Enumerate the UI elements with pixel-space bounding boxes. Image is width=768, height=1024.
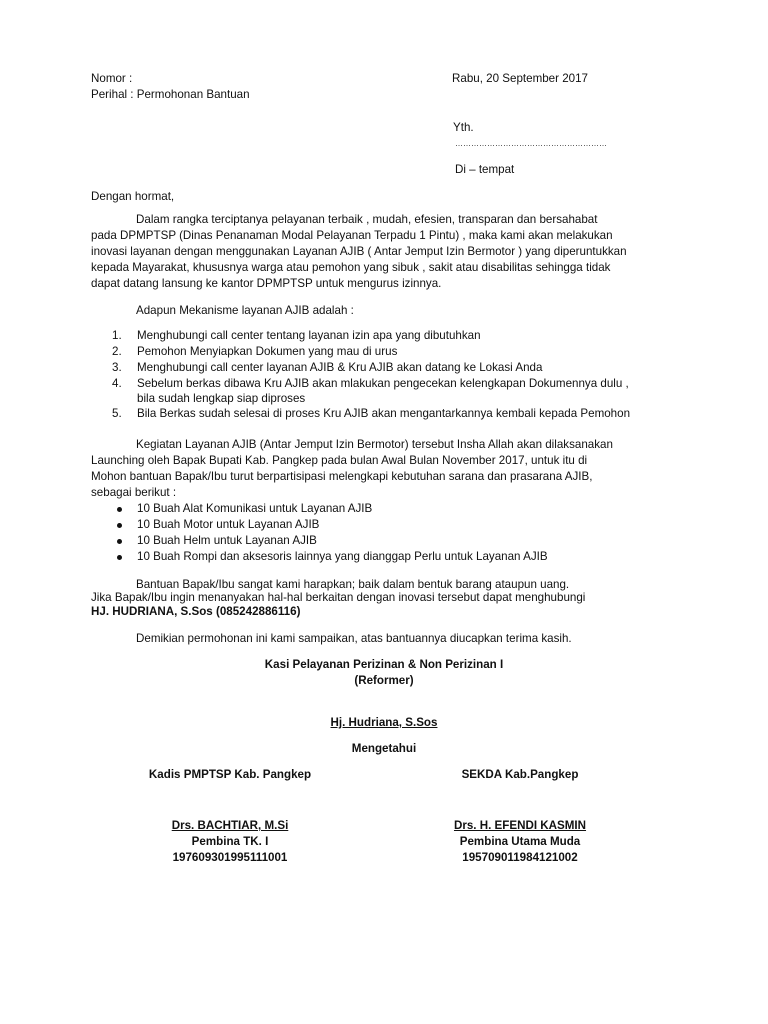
signer-role: (Reformer) [354,674,414,687]
recipient-salutation: Yth. [453,121,474,134]
list-item-number: 2. [112,345,122,358]
list-item-number: 3. [112,361,122,374]
list-item-number: 5. [112,407,122,420]
left-signer-title: Kadis PMPTSP Kab. Pangkep [148,768,312,781]
closing-line: Demikian permohonan ini kami sampaikan, atas bantuannya diucapkan terima kasih. [136,632,572,645]
signer-title: Kasi Pelayanan Perizinan & Non Perizinan I [264,658,504,671]
recipient-placeholder: ………………………………………………… [455,139,607,148]
paragraph-line: Dalam rangka terciptanya pelayanan terbaik , mudah, efesien, transparan dan bersahabat [136,213,598,226]
paragraph-line: sebagai berikut : [91,486,177,499]
greeting: Dengan hormat, [91,190,175,203]
bullet-icon [117,555,122,560]
bullet-icon [117,523,122,528]
recipient-location: Di – tempat [455,163,515,176]
left-signer-nip: 197609301995111001 [172,851,288,864]
acknowledged-label: Mengetahui [351,742,417,755]
paragraph-line: Launching oleh Bapak Bupati Kab. Pangkep pada bulan Awal Bulan November 2017, untuk itu di [91,454,588,467]
left-signer-name: Drs. BACHTIAR, M.Si [171,819,289,832]
paragraph-line: Jika Bapak/Ibu ingin menanyakan hal-hal berkaitan dengan inovasi tersebut dapat menghubungi [91,591,586,604]
right-signer-title: SEKDA Kab.Pangkep [461,768,579,781]
signer-name: Hj. Hudriana, S.Sos [330,716,438,729]
paragraph-line: Bantuan Bapak/Ibu sangat kami harapkan; baik dalam bentuk barang ataupun uang. [136,578,570,591]
paragraph-line: kepada Mayarakat, khususnya warga atau pemohon yang sibuk , sakit atau disabilitas sehingga tidak [91,261,611,274]
list-item-number: 4. [112,377,122,390]
contact-info: HJ. HUDRIANA, S.Sos (085242886116) [91,605,301,618]
paragraph-line: dapat datang lansung ke kantor DPMPTSP untuk mengurus izinnya. [91,277,442,290]
left-signer-rank: Pembina TK. I [191,835,269,848]
list-item-continuation: bila sudah lengkap siap diproses [137,392,306,405]
list-item: 10 Buah Motor untuk Layanan AJIB [137,518,320,531]
list-item: Menghubungi call center layanan AJIB & Kru AJIB akan datang ke Lokasi Anda [137,361,543,374]
mechanism-intro: Adapun Mekanisme layanan AJIB adalah : [136,304,354,317]
letter-subject: Perihal : Permohonan Bantuan [91,88,250,101]
list-item: 10 Buah Rompi dan aksesoris lainnya yang dianggap Perlu untuk Layanan AJIB [137,550,548,563]
paragraph-line: inovasi layanan dengan menggunakan Layanan AJIB ( Antar Jemput Izin Bermotor ) yang diperuntukkan [91,245,627,258]
list-item: Bila Berkas sudah selesai di proses Kru AJIB akan mengantarkannya kembali kepada Pemohon [137,407,631,420]
paragraph-line: Kegiatan Layanan AJIB (Antar Jemput Izin Bermotor) tersebut Insha Allah akan dilaksanakan [136,438,613,451]
paragraph-line: Mohon bantuan Bapak/Ibu turut berpartisipasi melengkapi kebutuhan sarana dan prasarana AJIB, [91,470,593,483]
paragraph-line: pada DPMPTSP (Dinas Penanaman Modal Pelayanan Terpadu 1 Pintu) , maka kami akan melakukan [91,229,613,242]
right-signer-rank: Pembina Utama Muda [459,835,581,848]
list-item: Sebelum berkas dibawa Kru AJIB akan mlakukan pengecekan kelengkapan Dokumennya dulu , [137,377,629,390]
list-item: Pemohon Menyiapkan Dokumen yang mau di urus [137,345,398,358]
letter-number: Nomor : [91,72,133,85]
list-item: 10 Buah Helm untuk Layanan AJIB [137,534,317,547]
bullet-icon [117,507,122,512]
right-signer-name: Drs. H. EFENDI KASMIN [453,819,587,832]
list-item-number: 1. [112,329,122,342]
list-item: 10 Buah Alat Komunikasi untuk Layanan AJIB [137,502,373,515]
letter-date: Rabu, 20 September 2017 [452,72,589,85]
list-item: Menghubungi call center tentang layanan izin apa yang dibutuhkan [137,329,481,342]
right-signer-nip: 195709011984121002 [462,851,578,864]
bullet-icon [117,539,122,544]
